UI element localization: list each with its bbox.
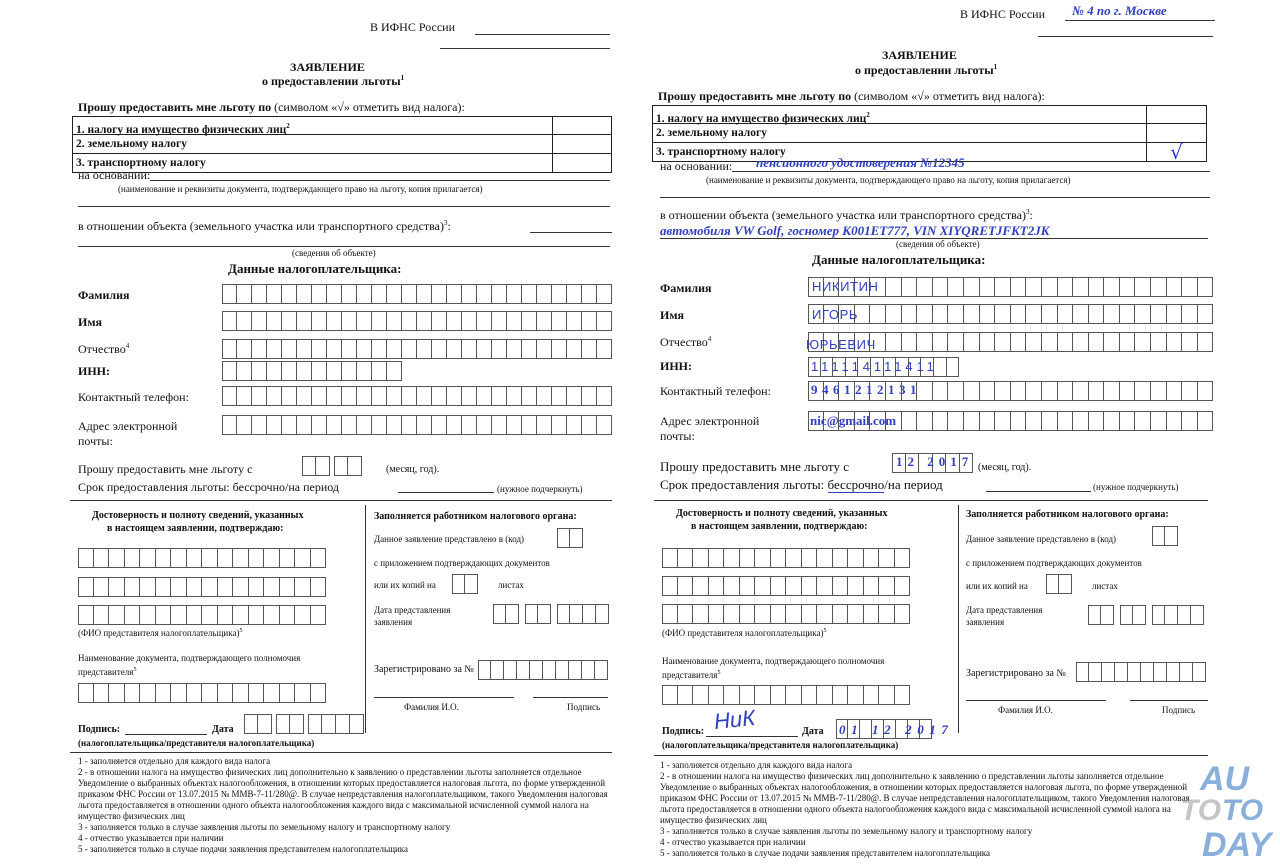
request-line: Прошу предоставить мне льготу по (символом «√» отметить вид налога): [658,89,1045,103]
form-title: ЗАЯВЛЕНИЕ [882,48,957,62]
taxpayer-heading: Данные налогоплательщика: [228,261,402,276]
rep-doc-label: Наименование документа, подтверждающего полномочия представителя$^5$ [78,653,301,677]
tax-checkbox-land[interactable] [1147,124,1206,141]
rep-fio-hint: (ФИО представителя налогоплательщика)$^5$ [662,628,827,638]
office-fio-label: Фамилия И.О. [998,705,1053,715]
basis-label: на основании: [78,168,151,182]
taxpayer-heading: Данные налогоплательщика: [812,252,986,267]
office-sheets-label: листах [1092,581,1118,591]
tax-checkbox-transport[interactable] [553,154,611,172]
sign-hint: (налогоплательщика/представителя налогоплательщика) [78,738,315,748]
form-subtitle: о предоставлении льготы$^1$ [262,74,405,88]
rep-cells-3[interactable] [78,605,326,625]
object-hint: (сведения об объекте) [292,248,376,258]
office-fio-label: Фамилия И.О. [404,702,459,712]
tax-checkbox-property[interactable] [553,117,611,134]
patronymic-cells[interactable] [222,339,612,359]
rep-cells-2[interactable] [78,577,326,597]
office-date-cells-month[interactable] [1120,605,1146,625]
request-line: Прошу предоставить мне льготу по (символом «√» отметить вид налога): [78,100,465,114]
filled-name: ИГОРЬ [812,307,858,322]
office-label: В ИФНС России [370,20,455,34]
term-line: Срок предоставления льготы: бессрочно/на период [78,480,340,494]
filled-basis: пенсионного удостоверения №12345 [756,155,965,170]
office-date-cells-month[interactable] [525,604,551,624]
start-label: Прошу предоставить мне льготу с [660,459,849,474]
phone-label: Контактный телефон: [660,384,771,398]
tax-checkbox-property[interactable] [1147,106,1206,123]
rep-doc-cells[interactable] [78,683,326,703]
office-sheets-label: листах [498,580,524,590]
form-title: ЗАЯВЛЕНИЕ [290,60,365,74]
sign-hint: (налогоплательщика/представителя налогоплательщика) [662,740,899,750]
phone-label: Контактный телефон: [78,390,189,404]
inn-label: ИНН: [78,364,110,378]
tax-option-property: 1. налогу на имущество физических лиц$^2$ [73,117,553,134]
office-attach-label: с приложением подтверждающих документов [966,558,1142,568]
email-label: Адрес электронной почты: [78,419,178,448]
office-sign-label: Подпись [567,702,601,712]
start-cells[interactable] [302,456,362,476]
filled-email: nic@gmail.com [810,413,897,428]
email-label: Адрес электронной почты: [660,414,760,443]
form-subtitle: о предоставлении льготы$^1$ [855,63,998,77]
office-reg-cells[interactable] [1076,662,1206,682]
filled-office: № 4 по г. Москве [1072,3,1167,18]
office-date-cells-day[interactable] [493,604,519,624]
office-copies-label: или их копий на [374,580,436,590]
office-date-cells-year[interactable] [557,604,609,624]
filled-date: 01 12 2017 [839,722,954,737]
office-reg-cells[interactable] [478,660,608,680]
start-label: Прошу предоставить мне льготу с [78,462,253,476]
term-period-field[interactable] [986,491,1091,492]
office-sign-label: Подпись [1162,705,1196,715]
office-date-cells-day[interactable] [1088,605,1114,625]
signature-field[interactable] [125,734,207,735]
email-cells[interactable] [222,415,612,435]
object-label: в отношении объекта (земельного участка или транспортного средства)$^3$: [660,208,1033,222]
filled-inn: 111114111411 [811,359,938,374]
tax-option-land: 2. земельному налогу [73,135,553,152]
signature-field[interactable] [706,736,798,737]
filled-form-page: В ИФНС России № 4 по г. Москве ЗАЯВЛЕНИЕ о предоставлении льготы$^1$ Прошу предоставить мне льготу по (символом «√» отметить вид налога): 1. налогу на имущество физических лиц$^2$ 2. земельному налогу 3. транспортному налогу √ на основании: пенсионного удостоверения №12345 (наименование и реквизиты документа, подтверждающего право на льготу, копия прилагается) в отношении объекта (земельного участка или транспортного средства)$^3$: автомобиля VW Golf, госномер К001ЕТ777, VIN XIYQRETJFKT2JK (сведения об объекте) Данные налогоплательщика: Фамилия НИКИТИН Имя ИГОРЬ Отчество$^4$ ЮРЬЕВИЧ ИНН: 111114111411 Контактный телефон: 9461212131 Адрес электронной почты: nic@gmail.com Прошу предоставить мне льготу с 12 2017 (месяц, год). Срок предоставления льготы: бессрочно/на период (нужное подчеркнуть) Достоверность и полноту сведений, указанных в настоящем заявлении, подтверждаю: (ФИО представителя налогоплательщика)$^5$ Наименование документа, подтверждающего полномочия представителя$^5$ Подпись: НиК Дата 01 12 2017 (налогоплательщика/представителя налогоплательщика) Заполняется работником налогового органа: Данное заявление представлено в (код) с приложением подтверждающих документов или их копий на листах Дата представления заявления Зарегистрировано за № Фамилия И.О. Подпись 1 - заполняется отдельно для каждого вида налога 2 - в отношении налога на имущество физических лиц дополнительно к заявлению о представлении льготы заполняется отдельное Уведомление о выбранных объектах налогообложения, в отношении которых предоставляется налоговая льгота, по форме утвержденной приказом ФНС России от 13.07.2015 № ММВ-7-11/280@. В случае непредставления налогоплательщиком, такого Уведомления налоговая льгота предоставляется в отношении одного объекта налогообложения каждого вида с максимальной исчисленной суммой налога на имущество физических лиц 3 - заполняется только в случае заявления льготы по земельному налогу и транспортному налогу 4 - отчество указывается при наличии 5 - заполняется только в случае подачи заявления представителем налогоплательщика AU TO TO DAY [640,0,1280,866]
office-copies-cells[interactable] [1046,574,1072,594]
object-hint: (сведения об объекте) [896,239,980,249]
office-date-cells-year[interactable] [1152,605,1204,625]
inn-label: ИНН: [660,359,692,373]
term-hint: (нужное подчеркнуть) [497,484,583,494]
office-code-label: Данное заявление представлено в (код) [966,534,1117,544]
office-code-label: Данное заявление представлено в (код) [374,534,525,544]
office-reg-label: Зарегистрировано за № [966,668,1066,679]
tax-option-land: 2. земельному налогу [653,124,1147,141]
tax-checkbox-land[interactable] [553,135,611,152]
tax-option-property: 1. налогу на имущество физических лиц$^2$ [653,106,1147,123]
name-cells[interactable] [222,311,612,331]
patronymic-label: Отчество$^4$ [78,342,130,356]
rep-cells-3[interactable] [662,604,910,624]
rep-fio-hint: (ФИО представителя налогоплательщика)$^5$ [78,628,243,638]
basis-hint: (наименование и реквизиты документа, подтверждающего право на льготу, копия прилагается) [706,175,1071,185]
office-heading: Заполняется работником налогового органа: [374,511,577,522]
tax-option-transport: 3. транспортному налогу [73,154,553,172]
office-reg-label: Зарегистрировано за № [374,664,474,675]
office-code-cells[interactable] [557,528,583,548]
filled-surname: НИКИТИН [812,279,879,294]
date-label: Дата [212,724,234,735]
tax-type-table [72,116,612,173]
object-label: в отношении объекта (земельного участка или транспортного средства)$^3$: [78,219,451,233]
rep-cells-1[interactable] [662,548,910,568]
filled-signature: НиК [712,704,757,735]
sign-label: Подпись: [662,726,705,737]
confirm-text: Достоверность и полноту сведений, указанных в настоящем заявлении, подтверждаю: [676,508,888,532]
office-date-label: Дата представления заявления [966,605,1043,627]
surname-cells[interactable] [222,284,612,304]
start-hint: (месяц, год). [386,464,440,475]
footnotes: 1 - заполняется отдельно для каждого вида налога 2 - в отношении налога на имущество физических лиц дополнительно к заявлению о представлении льготы заполняется отдельное Уведомление о выбранных объектах налогообложения, в отношении которых предоставляется налоговая льгота, по форме утвержденной приказом ФНС России от 13.07.2015 № ММВ-7-11/280@. В случае непредставления налогоплательщиком, такого Уведомления налоговая льгота предоставляется в отношении одного объекта налогообложения каждого вида с максимальной исчисленной суммой налога на имущество физических лиц 3 - заполняется только в случае заявления льготы по земельному налогу и транспортному налогу 4 - отчество указывается при наличии 5 - заполняется только в случае подачи заявления представителем налогоплательщика [78,756,608,854]
office-code-cells[interactable] [1152,526,1178,546]
name-cells[interactable] [808,304,1213,324]
office-copies-label: или их копий на [966,581,1028,591]
date-cells[interactable] [244,714,364,734]
footnotes: 1 - заполняется отдельно для каждого вида налога 2 - в отношении налога на имущество физических лиц дополнительно к заявлению о представлении льготы заполняется отдельное Уведомление о выбранных объектах налогообложения, в отношении которых предоставляется налоговая льгота, по форме утвержденной приказом ФНС России от 13.07.2015 № ММВ-7-11/280@. В случае непредставления налогоплательщиком, такого Уведомления налоговая льгота предоставляется в отношении одного объекта налогообложения каждого вида с максимальной исчисленной суммой налога на имущество физических лиц 3 - заполняется только в случае заявления льготы по земельному налогу и транспортному налогу 4 - отчество указывается при наличии 5 - заполняется только в случае подачи заявления представителем налогоплательщика [660,760,1190,858]
phone-cells[interactable] [222,386,612,406]
office-label: В ИФНС России [960,7,1045,21]
confirm-text: Достоверность и полноту сведений, указанных в настоящем заявлении, подтверждаю: [92,510,304,534]
office-attach-label: с приложением подтверждающих документов [374,558,550,568]
tax-type-table [652,105,1207,162]
basis-hint: (наименование и реквизиты документа, подтверждающего право на льготу, копия прилагается) [118,184,483,194]
filled-start: 12 2017 [896,454,974,469]
inn-cells[interactable] [222,361,402,381]
filled-phone: 9461212131 [811,382,921,397]
term-line: Срок предоставления льготы: бессрочно/на период [660,477,943,492]
rep-cells-1[interactable] [78,548,326,568]
filled-object: автомобиля VW Golf, госномер К001ЕТ777, VIN XIYQRETJFKT2JK [660,223,1050,238]
office-copies-cells[interactable] [452,574,478,594]
term-hint: (нужное подчеркнуть) [1093,482,1179,492]
rep-doc-label: Наименование документа, подтверждающего полномочия представителя$^5$ [662,656,885,680]
object-field[interactable] [78,246,610,247]
office-date-label: Дата представления заявления [374,605,451,627]
name-label: Имя [78,315,102,329]
filled-patronymic: ЮРЬЕВИЧ [806,337,876,352]
name-label: Имя [660,308,684,322]
office-heading: Заполняется работником налогового органа: [966,509,1169,520]
start-hint: (месяц, год). [978,462,1032,473]
surname-label: Фамилия [660,281,712,295]
patronymic-label: Отчество$^4$ [660,335,712,349]
surname-label: Фамилия [78,288,130,302]
basis-label: на основании: [660,159,733,173]
sign-label: Подпись: [78,724,121,735]
basis-field[interactable] [732,171,1210,172]
rep-cells-2[interactable] [662,576,910,596]
tax-option-transport: 3. транспортному налогу [653,143,1147,161]
date-label: Дата [802,726,824,737]
rep-doc-cells[interactable] [662,685,910,705]
tax-checkbox-transport[interactable]: √ [1170,139,1183,164]
basis-field[interactable] [150,180,610,181]
term-period-field[interactable] [398,492,494,493]
